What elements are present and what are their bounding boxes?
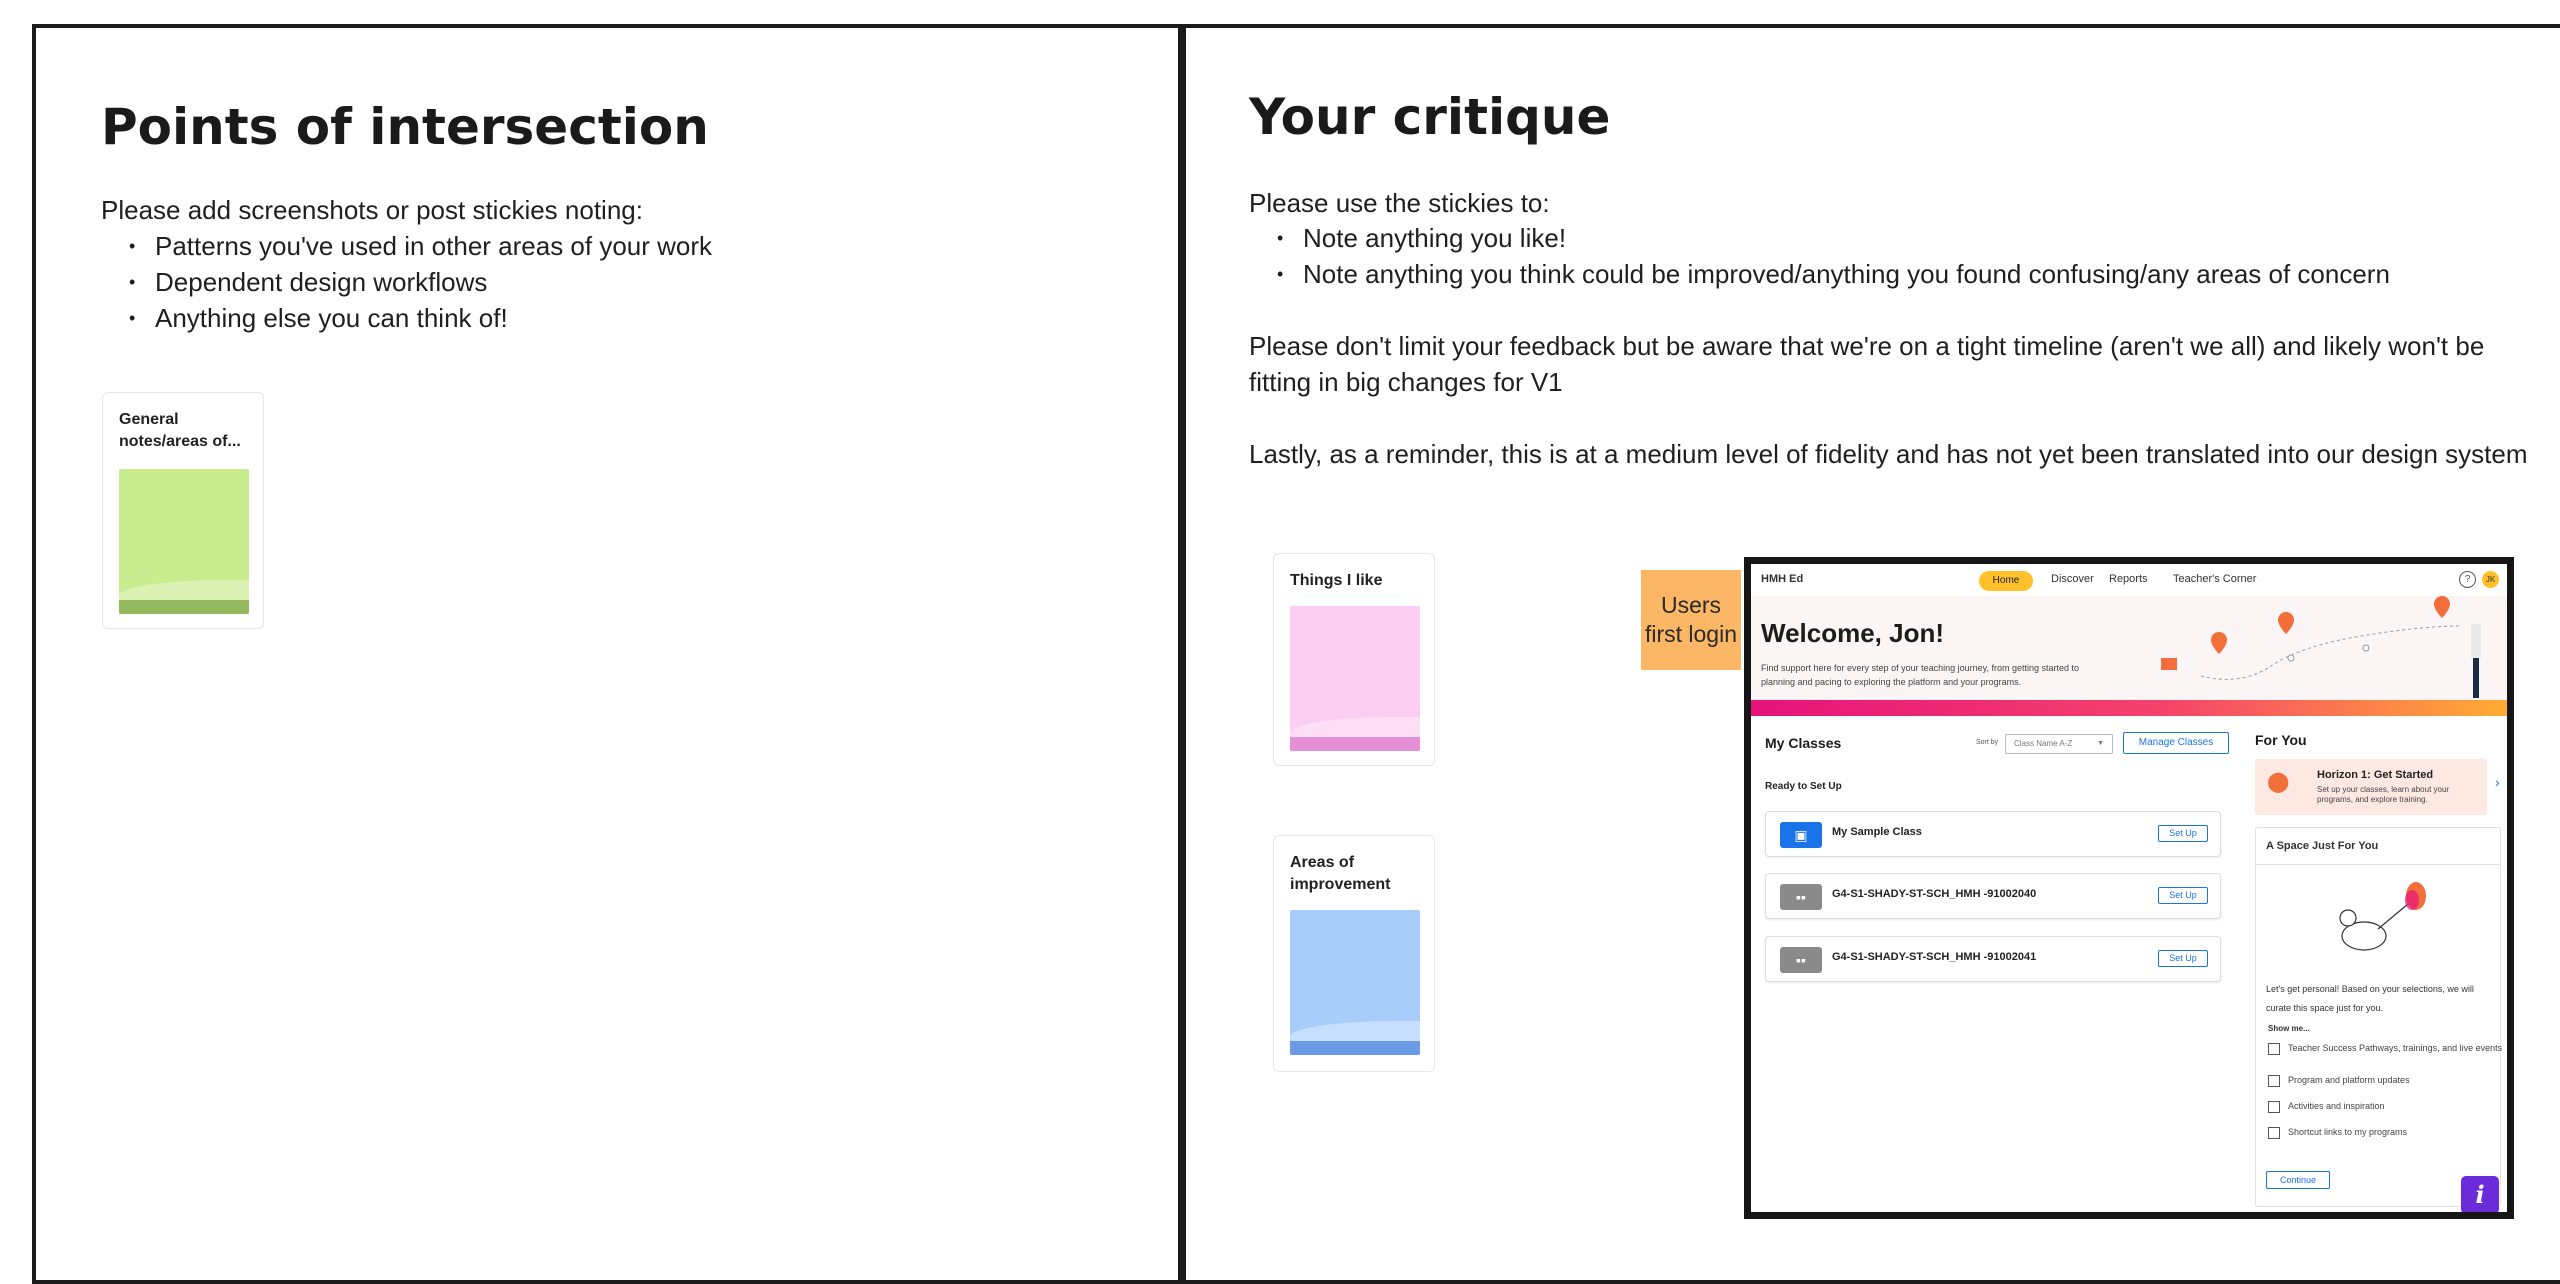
class-name: G4-S1-SHADY-ST-SCH_HMH -91002041: [1832, 951, 2037, 963]
map-pin-icon: ⬤: [2267, 771, 2290, 793]
nav-teachers-corner-tab[interactable]: Teacher's Corner: [2173, 573, 2257, 585]
right-frame-paragraph-3: Lastly, as a reminder, this is at a medium level of fidelity and has not yet been translated into our design system: [1249, 439, 2528, 469]
bullet-item: • Dependent design workflows: [101, 264, 712, 300]
class-row[interactable]: [1765, 873, 2221, 919]
welcome-title: Welcome, Jon!: [1761, 618, 1945, 648]
sticky-pack-general-notes[interactable]: [102, 392, 264, 629]
bullet-item: • Patterns you've used in other areas of your work: [101, 228, 712, 264]
welcome-subtitle: Find support here for every step of your teaching journey, from getting started to planning and pacing to exploring the platform and your programs.: [1761, 663, 2080, 687]
nav-home-tab[interactable]: Home: [1979, 571, 2033, 591]
right-frame-bullets: [1249, 220, 2390, 292]
sticky-curl: [1290, 1021, 1420, 1041]
option-checkbox[interactable]: [2268, 1126, 2407, 1139]
app-nav-bar: [1751, 564, 2507, 596]
sticky-pad-base: [119, 600, 249, 614]
checkbox[interactable]: [2268, 1043, 2280, 1055]
help-icon[interactable]: ?: [2459, 571, 2476, 588]
bullet-item: • Note anything you like!: [1249, 220, 2390, 256]
for-you-heading: For You: [2255, 732, 2307, 748]
show-me-label: Show me...: [2268, 1024, 2310, 1033]
sticky-pack-things-i-like[interactable]: [1273, 553, 1435, 766]
left-frame-intro: Please add screenshots or post stickies noting:: [101, 195, 643, 225]
manage-classes-button[interactable]: Manage Classes: [2123, 732, 2229, 754]
sticky-note-users-first-login[interactable]: [1641, 570, 1741, 670]
checkbox[interactable]: [2268, 1127, 2280, 1139]
app-logo: HMH Ed: [1761, 573, 1804, 585]
nav-discover-tab[interactable]: Discover: [2051, 573, 2094, 585]
checkbox[interactable]: [2268, 1075, 2280, 1087]
left-frame-title: Points of intersection: [101, 98, 709, 156]
embedded-app-screenshot[interactable]: [1744, 557, 2514, 1219]
option-label: Program and platform updates: [2288, 1075, 2410, 1085]
option-label: Shortcut links to my programs: [2288, 1127, 2408, 1137]
sticky-note-text: Users first login: [1644, 592, 1738, 647]
sort-select[interactable]: [2005, 734, 2113, 754]
sticky-pad-base: [1290, 1041, 1420, 1055]
blue-sticky-pad[interactable]: [1290, 910, 1420, 1055]
sticky-pack-areas-of-improvement[interactable]: [1273, 835, 1435, 1072]
space-title: A Space Just For You: [2266, 840, 2379, 852]
bullet-item: • Anything else you can think of!: [101, 300, 712, 336]
divider: [2256, 864, 2500, 865]
sort-select-value: Class Name A-Z: [2014, 739, 2073, 748]
horizon-subtitle: Set up your classes, learn about your programs, and explore training.: [2317, 785, 2450, 804]
rocket-illustration: [2318, 874, 2438, 974]
right-frame-intro: Please use the stickies to:: [1249, 188, 1550, 218]
class-name: My Sample Class: [1832, 826, 1922, 838]
sticky-pad-base: [1290, 737, 1420, 751]
left-frame-bullets: [101, 228, 712, 336]
class-icon: ▪▪: [1780, 947, 1822, 973]
option-label: Teacher Success Pathways, trainings, and live events: [2288, 1043, 2503, 1053]
set-up-button[interactable]: Set Up: [2158, 887, 2208, 904]
option-checkbox[interactable]: [2268, 1100, 2385, 1113]
green-sticky-pad[interactable]: [119, 469, 249, 614]
checkbox[interactable]: [2268, 1101, 2280, 1113]
class-row[interactable]: [1765, 811, 2221, 857]
class-row[interactable]: [1765, 936, 2221, 982]
horizon-card[interactable]: [2255, 759, 2487, 815]
ready-to-setup-label: Ready to Set Up: [1765, 781, 1842, 792]
space-just-for-you-card: [2255, 827, 2501, 1207]
chevron-down-icon: ▼: [2097, 740, 2104, 747]
continue-button[interactable]: Continue: [2266, 1171, 2330, 1189]
class-icon: ▣: [1780, 822, 1822, 848]
bullet-item: • Note anything you think could be improved/anything you found confusing/any areas of concern: [1249, 256, 2390, 292]
nav-reports-tab[interactable]: Reports: [2109, 573, 2148, 585]
chevron-right-icon[interactable]: ›: [2495, 774, 2500, 790]
space-description: Let's get personal! Based on your selections, we will curate this space just for you.: [2266, 984, 2474, 1013]
sticky-pack-label: Areas of improvement: [1290, 854, 1391, 893]
hero-gradient-bar: [1751, 700, 2507, 716]
journey-illustration: [2161, 596, 2511, 700]
option-label: Activities and inspiration: [2288, 1101, 2385, 1111]
right-frame-title: Your critique: [1249, 88, 1611, 146]
class-icon: ▪▪: [1780, 884, 1822, 910]
sticky-pack-label: General notes/areas of...: [119, 411, 241, 450]
sticky-pack-label: Things I like: [1290, 572, 1383, 589]
horizon-title: Horizon 1: Get Started: [2317, 769, 2434, 781]
option-checkbox[interactable]: [2268, 1074, 2410, 1087]
info-icon[interactable]: i: [2461, 1176, 2499, 1214]
my-classes-heading: My Classes: [1765, 735, 1842, 751]
sticky-curl: [119, 580, 249, 600]
avatar[interactable]: JK: [2482, 571, 2499, 588]
set-up-button[interactable]: Set Up: [2158, 825, 2208, 842]
pink-sticky-pad[interactable]: [1290, 606, 1420, 751]
right-frame-paragraph-2: Please don't limit your feedback but be aware that we're on a tight timeline (aren't we all) and likely won't be fitting in big changes for V1: [1249, 331, 2485, 397]
set-up-button[interactable]: Set Up: [2158, 950, 2208, 967]
sticky-curl: [1290, 717, 1420, 737]
option-checkbox[interactable]: [2268, 1042, 2510, 1055]
class-name: G4-S1-SHADY-ST-SCH_HMH -91002040: [1832, 888, 2037, 900]
welcome-hero: [1751, 596, 2507, 700]
sort-by-label: Sort by: [1976, 739, 1999, 746]
